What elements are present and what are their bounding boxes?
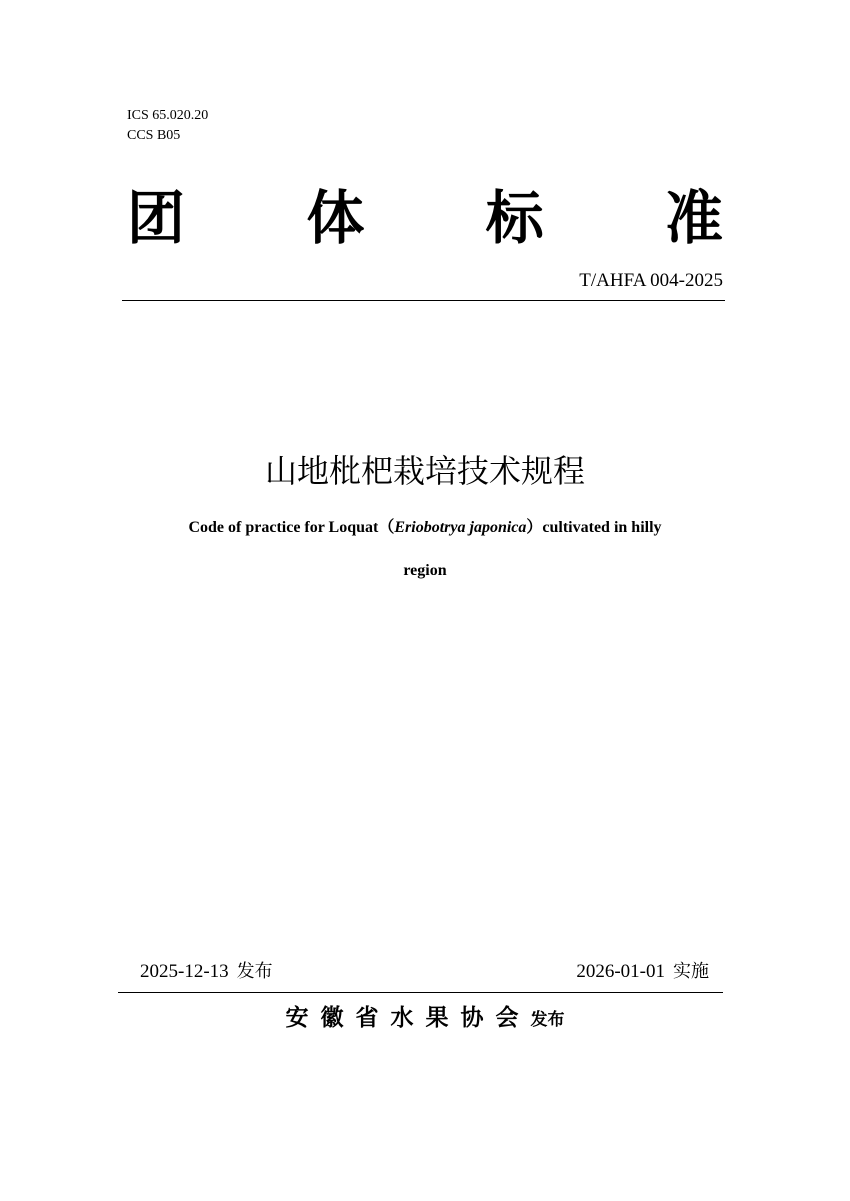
english-title-open-paren: （ [378, 519, 395, 536]
publisher-line [0, 998, 850, 1040]
english-title-prefix: Code of practice for Loquat [188, 519, 379, 536]
ccs-code: CCS B05 [127, 128, 181, 143]
english-title-suffix: cultivated in hilly [542, 519, 662, 536]
publisher-name: 安徽省水果协会 [285, 1005, 531, 1031]
english-title [100, 514, 750, 542]
publisher-suffix: 发布 [530, 1010, 565, 1030]
publish-label: 发布 [236, 961, 273, 982]
publish-date: 2025-12-13 [140, 961, 229, 982]
scientific-name: Eriobotrya japonica [394, 519, 527, 536]
ics-code: ICS 65.020.20 [127, 108, 209, 123]
standard-type-char: 团 [127, 184, 186, 252]
standard-number: T/AHFA 004-2025 [579, 270, 723, 291]
bottom-divider [118, 992, 723, 993]
chinese-title: 山地枇杷栽培技术规程 [264, 452, 585, 490]
implement-date-block [576, 958, 709, 986]
classification-codes [127, 106, 208, 146]
english-title-line2: region [403, 562, 447, 579]
english-title-close-paren: ） [526, 519, 543, 536]
standard-type-heading [127, 178, 723, 258]
top-divider [122, 300, 725, 301]
standard-type-char: 准 [664, 184, 723, 252]
standard-type-char: 标 [485, 184, 544, 252]
standard-type-char: 体 [306, 184, 365, 252]
implement-date: 2026-01-01 [576, 961, 665, 982]
implement-label: 实施 [673, 961, 709, 982]
publish-date-block [140, 958, 273, 986]
